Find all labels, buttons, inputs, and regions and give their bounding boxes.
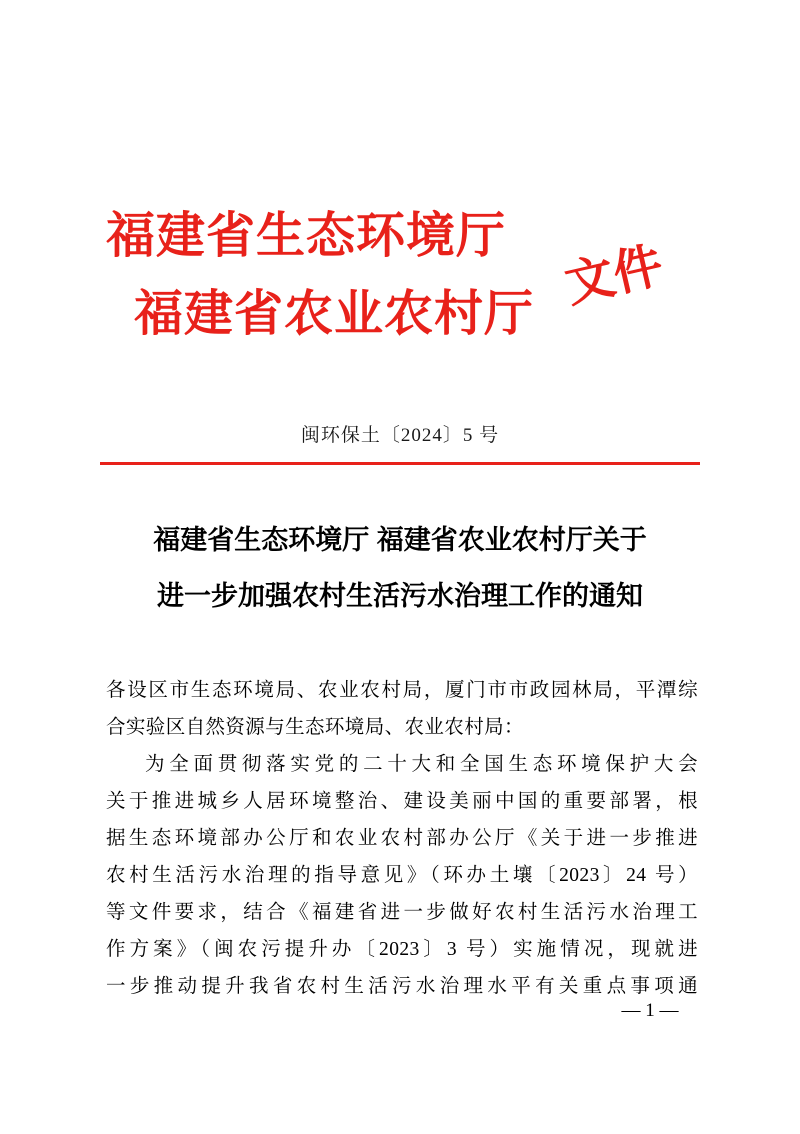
body-line: 各设区市生态环境局、农业农村局，厦门市市政园林局，平潭综: [106, 680, 698, 701]
body-line: 一步推动提升我省农村生活污水治理水平有关重点事项通: [106, 976, 698, 997]
page-title-line-1: 福建省生态环境厅 福建省农业农村厅关于: [153, 525, 647, 555]
issuing-agency-line-2: 福建省农业农村厅: [134, 287, 535, 341]
page-title: [100, 512, 700, 624]
page-number: [0, 1000, 800, 1022]
issuing-agency-line-1: 福建省生态环境厅: [106, 209, 507, 263]
body-line: 作方案》（闽农污提升办〔2023〕3 号）实施情况，现就进: [106, 939, 698, 960]
body-line: 关于推进城乡人居环境整治、建设美丽中国的重要部署，根: [106, 791, 698, 812]
page-title-line-2: 进一步加强农村生活污水治理工作的通知: [157, 581, 643, 611]
red-separator-rule: [100, 462, 700, 465]
body-line: 据生态环境部办公厅和农业农村部办公厅《关于进一步推进: [106, 828, 698, 849]
body-line: 农村生活污水治理的指导意见》（环办土壤〔2023〕24 号）: [106, 865, 698, 886]
document-keyword: 文件: [560, 238, 668, 313]
body-line: 等文件要求，结合《福建省进一步做好农村生活污水治理工: [106, 902, 698, 923]
body-line: 合实验区自然资源与生态环境局、农业农村局：: [106, 717, 524, 738]
body-line: 为全面贯彻落实党的二十大和全国生态环境保护大会: [145, 754, 698, 775]
document-body: [106, 672, 698, 1005]
letterhead: [0, 190, 800, 390]
document-serial-number: 闽环保土〔2024〕5 号: [300, 425, 500, 446]
page-number-value: — 1 —: [621, 1000, 679, 1021]
